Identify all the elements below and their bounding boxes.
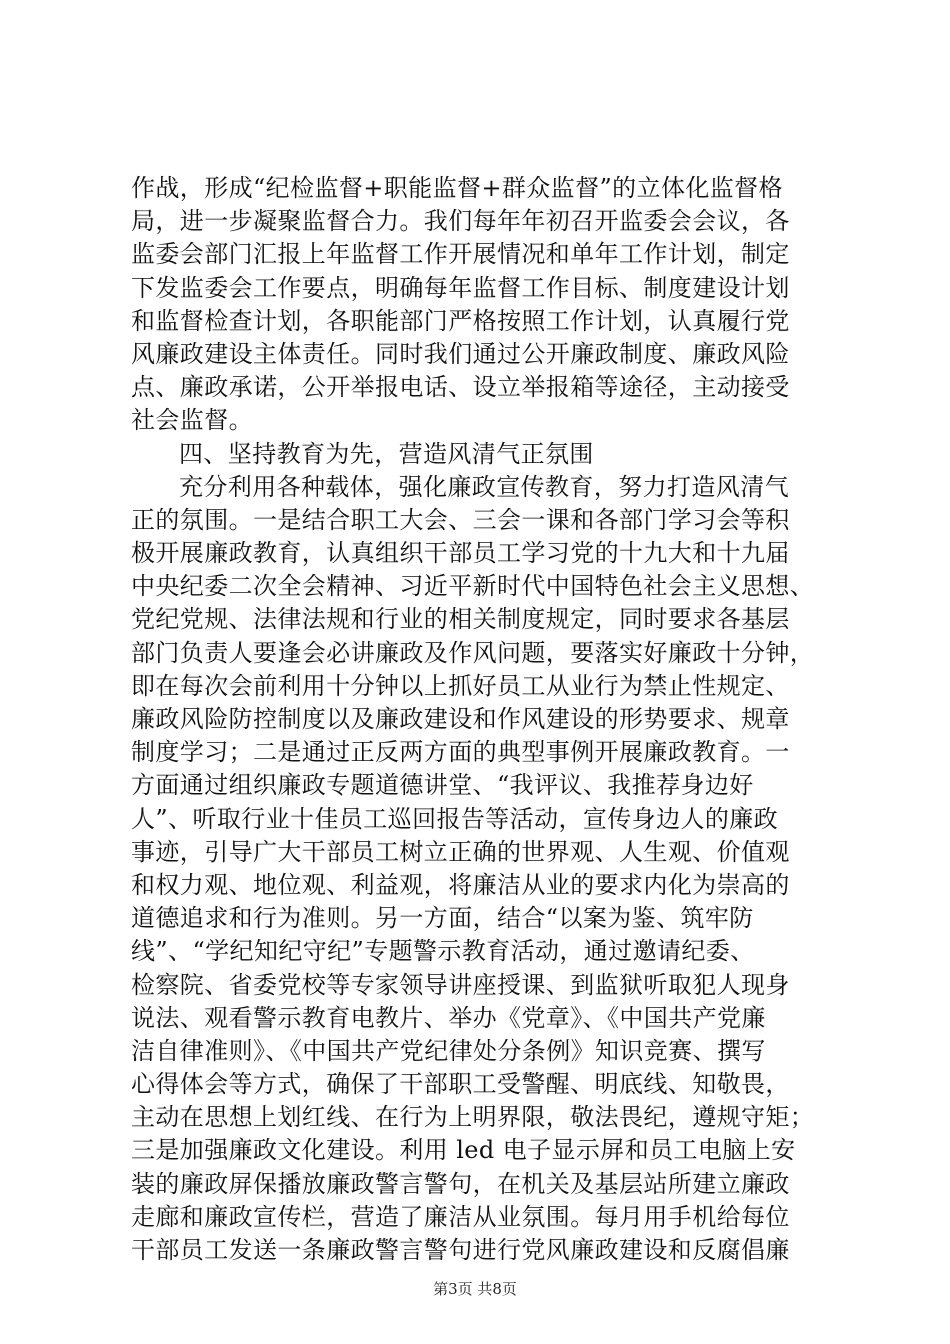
text-line: 道德追求和行为准则。另一方面，结合“以案为鉴、筑牢防 bbox=[131, 904, 754, 933]
text-line: 点、廉政承诺，公开举报电话、设立举报箱等途径，主动接受 bbox=[131, 373, 790, 402]
text-line: 线”、“学纪知纪守纪”专题警示教育活动，通过邀请纪委、 bbox=[131, 937, 755, 966]
text-line: 部门负责人要逢会必讲廉政及作风问题，要落实好廉政十分钟， bbox=[131, 638, 815, 667]
text-line: 洁自律准则》、《中国共产党纪律处分条例》知识竞赛、撰写 bbox=[131, 1036, 766, 1065]
text-line: 作战，形成“纪检监督+职能监督+群众监督”的立体化监督格 bbox=[131, 174, 783, 202]
text-line: 事迹，引导广大干部员工树立正确的世界观、人生观、价值观 bbox=[131, 837, 790, 866]
text-line: 检察院、省委党校等专家领导讲座授课、到监狱听取犯人现身 bbox=[131, 970, 790, 999]
text-line: 和权力观、地位观、利益观，将廉洁从业的要求内化为崇高的 bbox=[131, 870, 790, 899]
text-line: 充分利用各种载体，强化廉政宣传教育，努力打造风清气 bbox=[179, 472, 789, 501]
text-line: 局，进一步凝聚监督合力。我们每年年初召开监委会会议，各 bbox=[131, 207, 790, 236]
text-line: 即在每次会前利用十分钟以上抓好员工从业行为禁止性规定、 bbox=[131, 671, 790, 700]
text-line: 和监督检查计划，各职能部门严格按照工作计划，认真履行党 bbox=[131, 306, 790, 335]
text-line: 心得体会等方式，确保了干部职工受警醒、明底线、知敬畏， bbox=[131, 1070, 790, 1099]
text-line: 社会监督。 bbox=[131, 406, 253, 435]
text-line: 极开展廉政教育，认真组织干部员工学习党的十九大和十九届 bbox=[131, 539, 790, 568]
text-line: 方面通过组织廉政专题道德讲堂、“我评议、我推荐身边好 bbox=[131, 771, 754, 800]
body-text bbox=[131, 172, 841, 1267]
text-line: 主动在思想上划红线、在行为上明界限，敬法畏纪，遵规守矩； bbox=[131, 1103, 815, 1132]
text-line: 党纪党规、法律法规和行业的相关制度规定，同时要求各基层 bbox=[131, 605, 790, 634]
text-line: 装的廉政屏保播放廉政警言警句，在机关及基层站所建立廉政 bbox=[131, 1169, 790, 1198]
text-line: 人”、听取行业十佳员工巡回报告等活动，宣传身边人的廉政 bbox=[131, 804, 779, 833]
text-line: 正的氛围。一是结合职工大会、三会一课和各部门学习会等积 bbox=[131, 505, 790, 534]
text-line: 制度学习；二是通过正反两方面的典型事例开展廉政教育。一 bbox=[131, 738, 790, 767]
section-heading: 四、坚持教育为先，营造风清气正氛围 bbox=[179, 439, 594, 468]
text-line: 走廊和廉政宣传栏，营造了廉洁从业氛围。每月用手机给每位 bbox=[131, 1202, 790, 1231]
text-line: 说法、观看警示教育电教片、举办《党章》、《中国共产党廉 bbox=[131, 1003, 766, 1032]
text-line: 三是加强廉政文化建设。利用 led 电子显示屏和员工电脑上安 bbox=[131, 1136, 796, 1165]
text-line: 中央纪委二次全会精神、习近平新时代中国特色社会主义思想、 bbox=[131, 572, 815, 601]
text-line: 风廉政建设主体责任。同时我们通过公开廉政制度、廉政风险 bbox=[131, 339, 790, 368]
text-line: 监委会部门汇报上年监督工作开展情况和单年工作计划，制定 bbox=[131, 240, 790, 269]
text-line: 干部员工发送一条廉政警言警句进行党风廉政建设和反腐倡廉 bbox=[131, 1236, 790, 1264]
text-line: 下发监委会工作要点，明确每年监督工作目标、制度建设计划 bbox=[131, 273, 790, 302]
page-footer: 第3页 共8页 bbox=[433, 1280, 517, 1298]
text-line: 廉政风险防控制度以及廉政建设和作风建设的形势要求、规章 bbox=[131, 705, 790, 733]
